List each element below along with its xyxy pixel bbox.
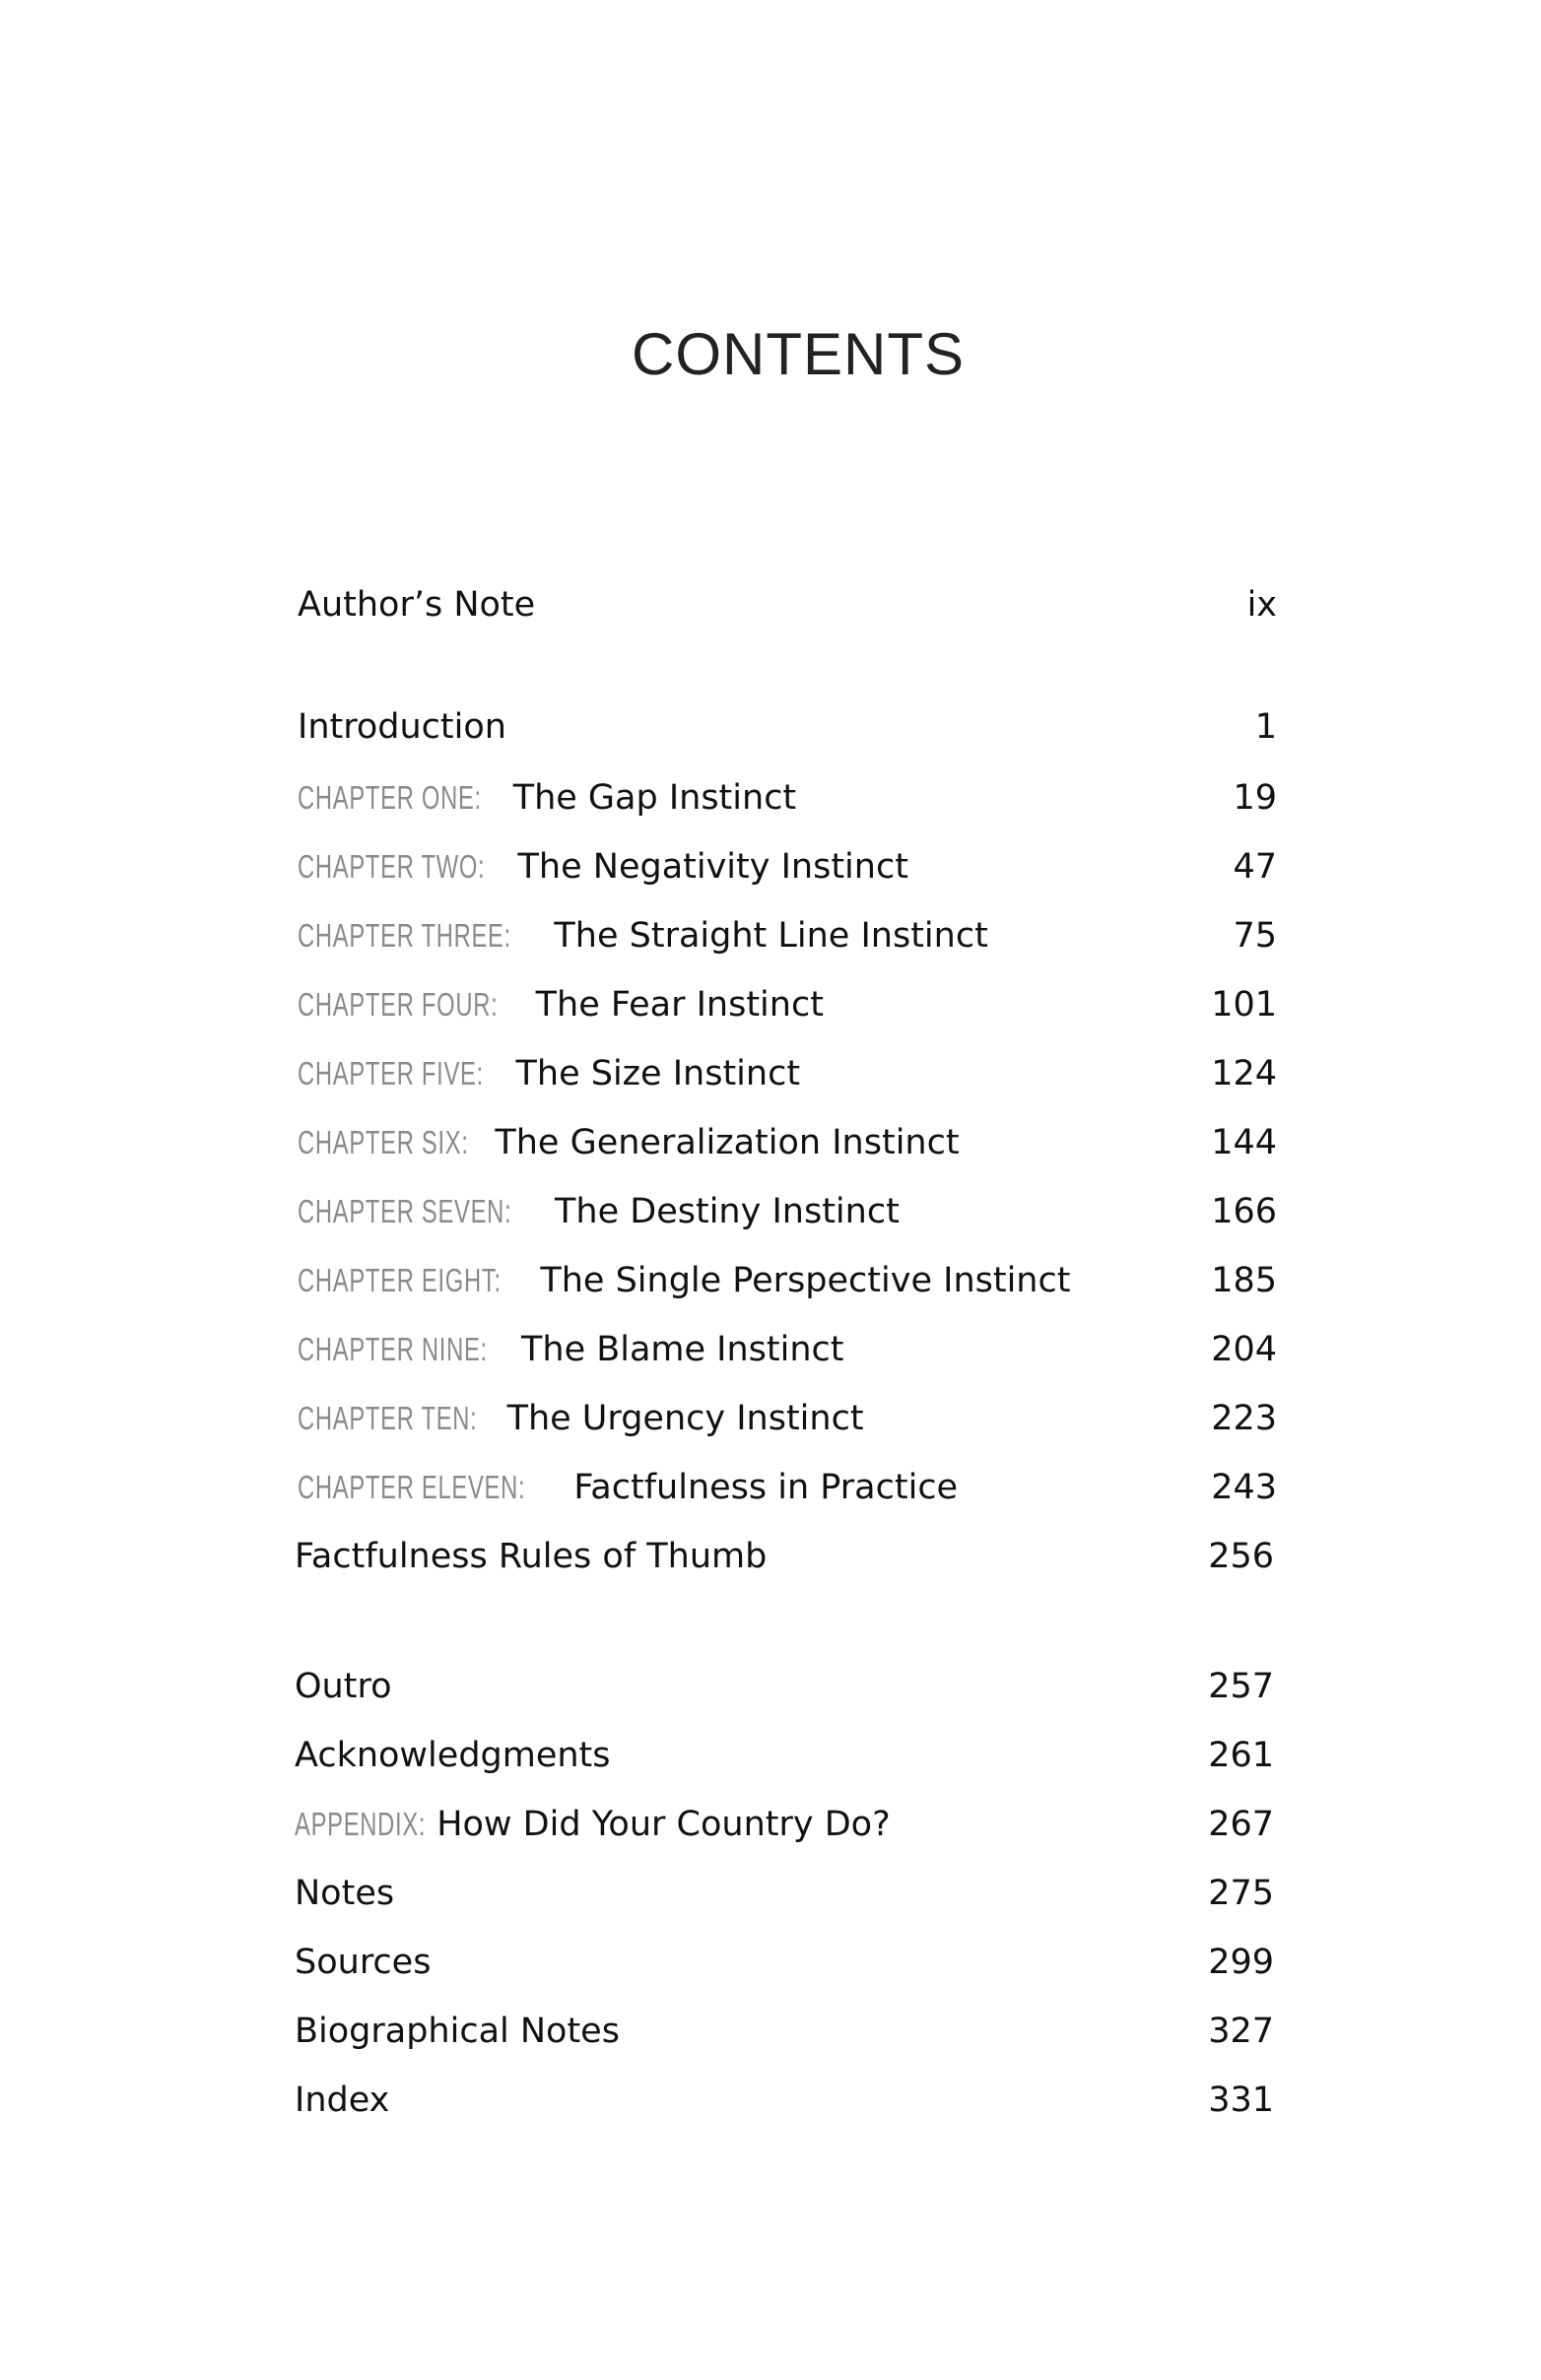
- entry-title: Notes: [295, 1874, 395, 1913]
- toc-entry[interactable]: [298, 911, 1277, 960]
- entry-title: The Gap Instinct: [512, 778, 797, 818]
- chapter-prefix: CHAPTER TEN:: [298, 1400, 478, 1436]
- chapter-prefix: CHAPTER SEVEN:: [298, 1193, 512, 1229]
- page-number: 267: [1208, 1805, 1274, 1844]
- toc-entry[interactable]: [298, 1049, 1277, 1098]
- toc-entry[interactable]: [298, 1325, 1277, 1374]
- chapter-prefix: CHAPTER ONE:: [298, 779, 482, 816]
- toc-entry[interactable]: [298, 702, 1277, 752]
- page-number: 101: [1211, 985, 1277, 1025]
- page-number: ix: [1246, 585, 1277, 625]
- toc-entry[interactable]: [298, 1187, 1277, 1236]
- toc-entry[interactable]: [298, 1394, 1277, 1443]
- toc-entry[interactable]: [298, 773, 1277, 823]
- entry-title: The Urgency Instinct: [506, 1399, 864, 1438]
- entry-title: The Single Perspective Instinct: [540, 1261, 1071, 1300]
- entry-title: Author’s Note: [298, 585, 536, 625]
- entry-label: [295, 1736, 611, 1775]
- page-number: 47: [1233, 847, 1277, 887]
- page-number: 124: [1211, 1054, 1277, 1093]
- page-number: 261: [1208, 1736, 1274, 1775]
- entry-title: How Did Your Country Do?: [436, 1805, 891, 1844]
- toc-entry[interactable]: [298, 580, 1277, 629]
- entry-label: [298, 1468, 958, 1507]
- toc-entry[interactable]: [298, 1256, 1277, 1305]
- toc-entry[interactable]: [295, 2076, 1274, 2125]
- toc-entry[interactable]: [295, 1731, 1274, 1780]
- entry-label: [298, 1399, 864, 1438]
- entry-title: Acknowledgments: [295, 1736, 611, 1775]
- entry-label: [298, 1123, 960, 1162]
- chapter-prefix: CHAPTER FIVE:: [298, 1055, 484, 1091]
- entry-label: [295, 1537, 767, 1576]
- page-number: 331: [1208, 2081, 1274, 2120]
- chapter-prefix: CHAPTER EIGHT:: [298, 1262, 502, 1298]
- page-number: 327: [1208, 2012, 1274, 2051]
- entry-title: Factfulness in Practice: [573, 1468, 959, 1507]
- entry-label: [298, 916, 988, 956]
- entry-label: [298, 1330, 844, 1369]
- page-number: 204: [1211, 1330, 1277, 1369]
- toc-entry[interactable]: [295, 1662, 1274, 1711]
- entry-title: The Negativity Instinct: [517, 847, 908, 887]
- page-number: 1: [1254, 707, 1277, 747]
- toc-entry[interactable]: [295, 1938, 1274, 1987]
- entry-title: Outro: [295, 1667, 392, 1706]
- toc-entry[interactable]: [295, 1869, 1274, 1918]
- page-number: 19: [1233, 778, 1277, 818]
- page-number: 223: [1211, 1399, 1277, 1438]
- chapter-prefix: CHAPTER THREE:: [298, 917, 511, 954]
- toc-entry[interactable]: [298, 842, 1277, 892]
- entry-title: Introduction: [298, 707, 506, 747]
- chapter-prefix: APPENDIX:: [295, 1806, 427, 1842]
- chapter-prefix: CHAPTER ELEVEN:: [298, 1469, 526, 1505]
- page-number: 299: [1208, 1943, 1274, 1982]
- entry-label: [295, 1943, 431, 1982]
- entry-label: [298, 707, 506, 747]
- page-number: 257: [1208, 1667, 1274, 1706]
- toc-entry[interactable]: [295, 2007, 1274, 2056]
- entry-label: [298, 1192, 900, 1231]
- entry-label: [295, 1667, 392, 1706]
- entry-title: Index: [295, 2081, 390, 2120]
- entry-label: [298, 985, 824, 1025]
- entry-label: [298, 585, 535, 625]
- entry-label: [298, 1261, 1070, 1300]
- toc-entry[interactable]: [298, 1463, 1277, 1512]
- page-number: 243: [1211, 1468, 1277, 1507]
- entry-title: The Size Instinct: [515, 1054, 801, 1093]
- page-number: 275: [1208, 1874, 1274, 1913]
- entry-title: The Destiny Instinct: [555, 1192, 900, 1231]
- entry-title: Factfulness Rules of Thumb: [295, 1537, 768, 1576]
- page-number: 144: [1211, 1123, 1277, 1162]
- entry-title: The Straight Line Instinct: [554, 916, 988, 956]
- toc-entry[interactable]: [295, 1800, 1274, 1849]
- toc-entry[interactable]: [295, 1532, 1274, 1581]
- page-number: 75: [1233, 916, 1277, 956]
- entry-label: [298, 847, 908, 887]
- toc-entry[interactable]: [298, 1118, 1277, 1167]
- entry-title: The Fear Instinct: [535, 985, 824, 1025]
- entry-label: [295, 1874, 394, 1913]
- chapter-prefix: CHAPTER TWO:: [298, 848, 486, 885]
- page-number: 185: [1211, 1261, 1277, 1300]
- page-number: 256: [1208, 1537, 1274, 1576]
- page-title: CONTENTS: [632, 321, 965, 387]
- chapter-prefix: CHAPTER NINE:: [298, 1331, 488, 1367]
- page-number: 166: [1211, 1192, 1277, 1231]
- entry-title: Sources: [295, 1943, 432, 1982]
- entry-label: [295, 2012, 620, 2051]
- entry-label: [295, 1805, 891, 1844]
- entry-title: Biographical Notes: [295, 2012, 620, 2051]
- chapter-prefix: CHAPTER FOUR:: [298, 986, 499, 1023]
- entry-label: [295, 2081, 389, 2120]
- entry-label: [298, 778, 796, 818]
- chapter-prefix: CHAPTER SIX:: [298, 1124, 469, 1160]
- entry-title: The Generalization Instinct: [495, 1123, 960, 1162]
- entry-label: [298, 1054, 800, 1093]
- toc-entry[interactable]: [298, 980, 1277, 1029]
- entry-title: The Blame Instinct: [521, 1330, 844, 1369]
